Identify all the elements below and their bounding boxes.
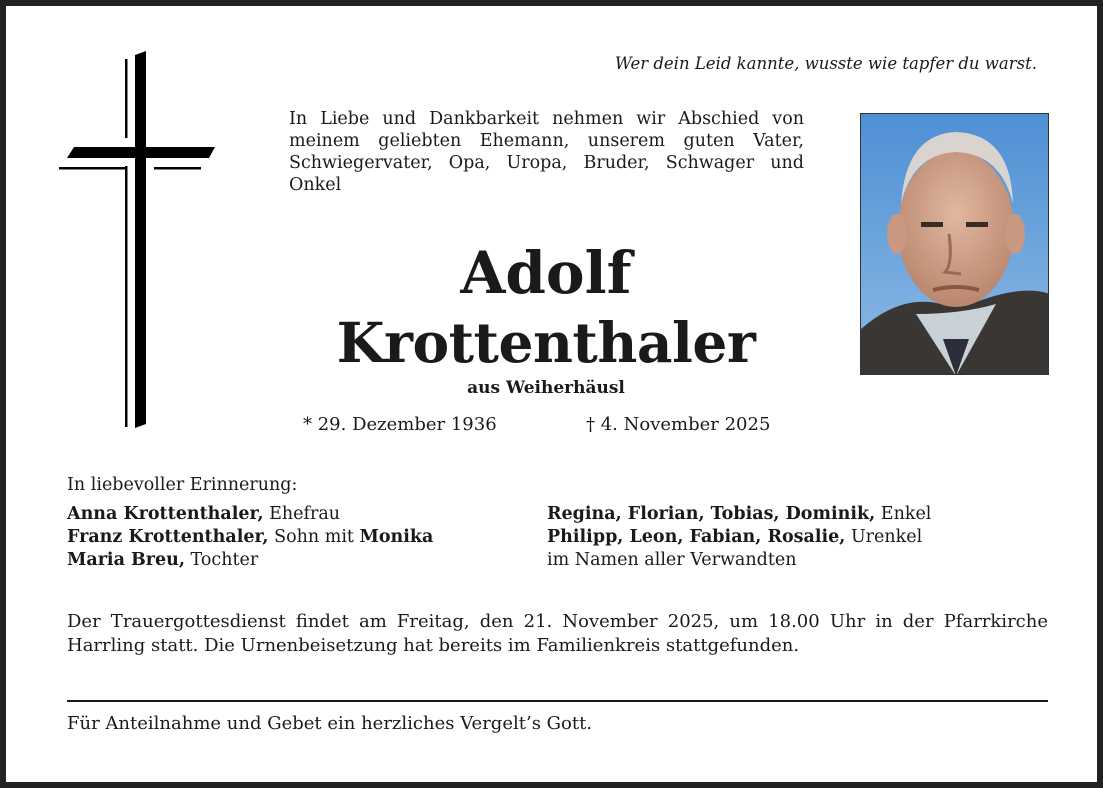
- family-entry: Anna Krottenthaler, Ehefrau: [67, 504, 341, 524]
- deceased-origin: aus Weiherhäusl: [467, 378, 625, 398]
- family-entry: Philipp, Leon, Fabian, Rosalie, Urenkel: [547, 527, 923, 547]
- family-list-left: [67, 503, 433, 572]
- family-entry: im Namen aller Verwandten: [547, 550, 797, 570]
- obituary-card: [6, 6, 1097, 782]
- family-entry: Regina, Florian, Tobias, Dominik, Enkel: [547, 504, 932, 524]
- intro-text: In Liebe und Dankbarkeit nehmen wir Abschied von meinem geliebten Ehemann, unserem guten Vater, Schwiegervater, Opa, Uropa, Bruder, Schwager und Onkel: [289, 109, 804, 195]
- portrait-photo: [860, 113, 1049, 375]
- family-list-right: [547, 503, 931, 572]
- family-entry: Franz Krottenthaler, Sohn mit Monika: [67, 527, 434, 547]
- death-date: † 4. November 2025: [586, 414, 771, 435]
- memory-label: In liebevoller Erinnerung:: [67, 475, 298, 495]
- service-info: Der Trauergottesdienst findet am Freitag, den 21. November 2025, um 18.00 Uhr in der Pfarrkirche Harrling statt. Die Urnenbeisetzung hat bereits im Familienkreis stattgefunden.: [67, 611, 1048, 656]
- motto-quote: Wer dein Leid kannte, wusste wie tapfer du warst.: [614, 54, 1037, 73]
- divider: [67, 700, 1048, 702]
- deceased-last-name: Krottenthaler: [336, 310, 756, 375]
- deceased-first-name: Adolf: [460, 239, 632, 307]
- birth-date: * 29. Dezember 1936: [303, 414, 497, 435]
- cross-icon: [6, 6, 266, 446]
- family-entry: Maria Breu, Tochter: [67, 550, 259, 570]
- thanks-text: Für Anteilnahme und Gebet ein herzliches Vergelt’s Gott.: [67, 713, 593, 734]
